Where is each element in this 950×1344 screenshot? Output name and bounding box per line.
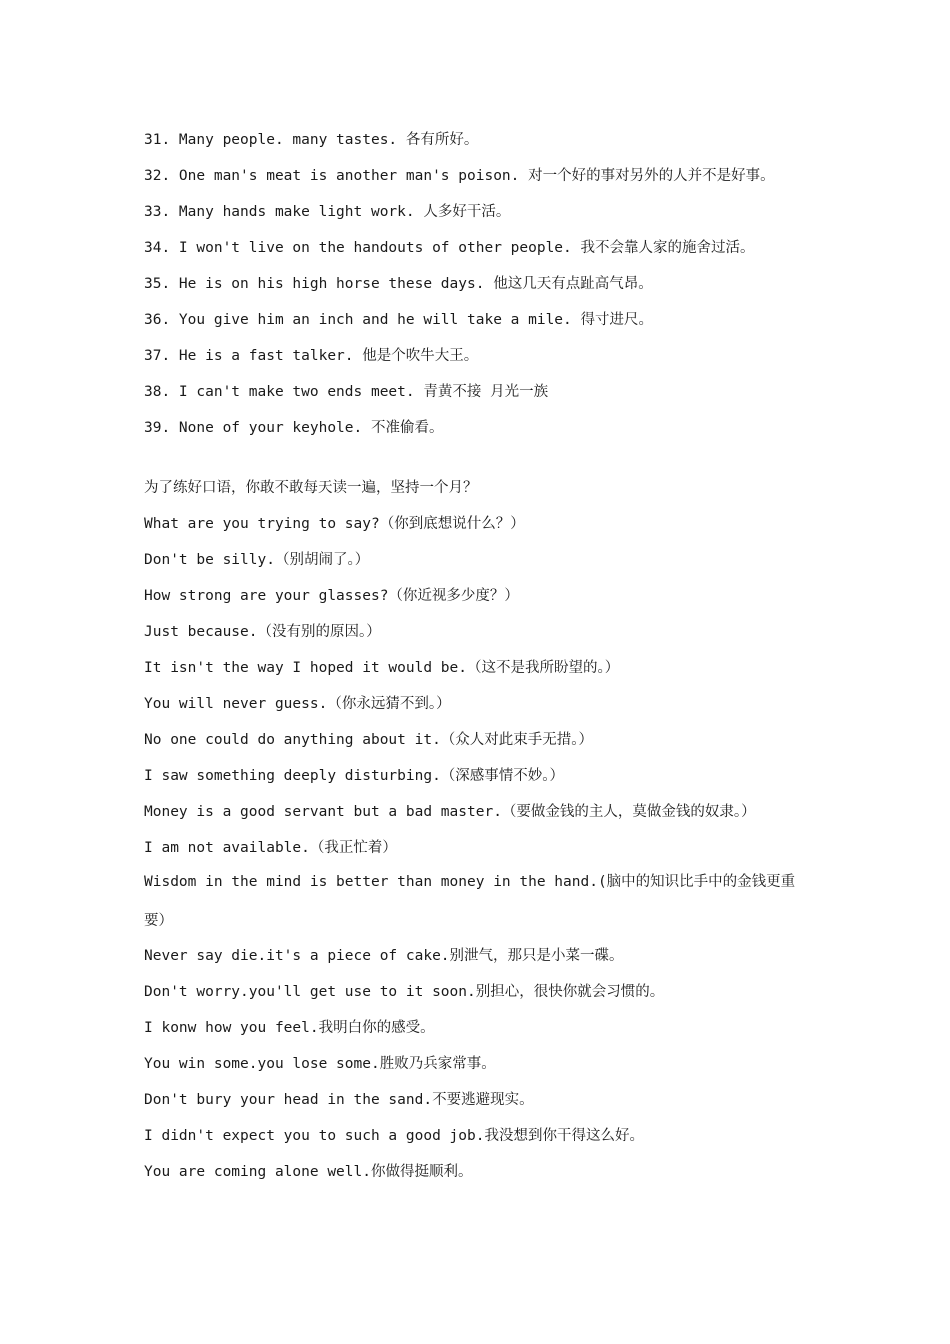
- phrase-line: Don't worry.you'll get use to it soon.别担心，很快你就会习惯的。: [144, 984, 665, 1000]
- phrase-line: You win some.you lose some.胜败乃兵家常事。: [144, 1056, 496, 1072]
- phrase-line: Just because.（没有别的原因。）: [144, 624, 381, 640]
- phrase-line: I didn't expect you to such a good job.我没想到你干得这么好。: [144, 1128, 644, 1144]
- phrase-line: I am not available.（我正忙着）: [144, 840, 397, 856]
- list-item: 32. One man's meat is another man's poison. 对一个好的事对另外的人并不是好事。: [144, 168, 775, 184]
- phrase-list: [144, 506, 824, 1190]
- section-spacer: [144, 446, 824, 470]
- phrase-line: What are you trying to say?（你到底想说什么？）: [144, 516, 525, 532]
- phrase-line: Don't be silly.（别胡闹了。）: [144, 552, 370, 568]
- phrase-line: You are coming alone well.你做得挺顺利。: [144, 1164, 473, 1180]
- list-item: 33. Many hands make light work. 人多好干活。: [144, 204, 511, 220]
- list-item: 31. Many people. many tastes. 各有所好。: [144, 132, 479, 148]
- phrase-line: You will never guess.（你永远猜不到。）: [144, 696, 451, 712]
- phrase-line: I konw how you feel.我明白你的感受。: [144, 1020, 435, 1036]
- phrase-line: It isn't the way I hoped it would be.（这不是我所盼望的。）: [144, 660, 620, 676]
- phrase-line: I saw something deeply disturbing.（深感事情不妙。）: [144, 768, 565, 784]
- list-item: 36. You give him an inch and he will take a mile. 得寸进尺。: [144, 312, 653, 328]
- phrase-line: How strong are your glasses?（你近视多少度？）: [144, 588, 519, 604]
- numbered-phrase-list: [144, 122, 824, 446]
- phrase-line: Money is a good servant but a bad master.（要做金钱的主人，莫做金钱的奴隶。）: [144, 804, 756, 820]
- section-heading: 为了练好口语，你敢不敢每天读一遍，坚持一个月？: [144, 480, 478, 496]
- list-item: 34. I won't live on the handouts of other people. 我不会靠人家的施舍过活。: [144, 240, 755, 256]
- phrase-line: Wisdom in the mind is better than money in the hand.(脑中的知识比手中的金钱更重要）: [144, 874, 796, 929]
- phrase-line: Don't bury your head in the sand.不要逃避现实。: [144, 1092, 534, 1108]
- document-content: [144, 122, 824, 1190]
- list-item: 38. I can't make two ends meet. 青黄不接 月光一族: [144, 384, 549, 400]
- phrase-line: Never say die.it's a piece of cake.别泄气，那只是小菜一碟。: [144, 948, 624, 964]
- list-item: 35. He is on his high horse these days. 他这几天有点趾高气昂。: [144, 276, 653, 292]
- phrase-line: No one could do anything about it.（众人对此束手无措。）: [144, 732, 594, 748]
- list-item: 37. He is a fast talker. 他是个吹牛大王。: [144, 348, 479, 364]
- list-item: 39. None of your keyhole. 不准偷看。: [144, 420, 444, 436]
